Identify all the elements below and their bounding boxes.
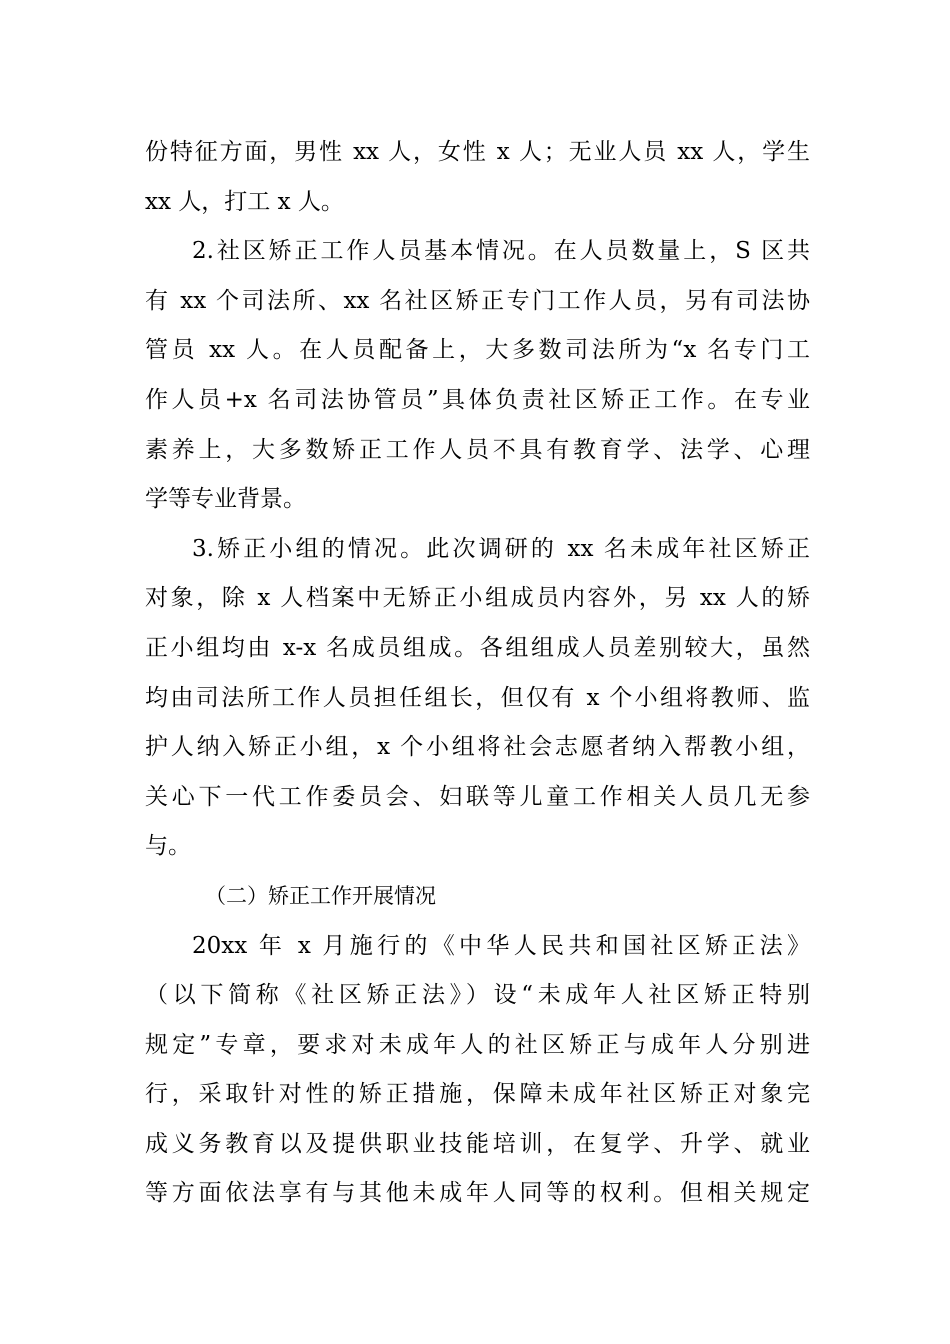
text-line: 均由司法所工作人员担任组长，但仅有 x 个小组将教师、监: [145, 684, 810, 711]
text-line: 关心下一代工作委员会、妇联等儿童工作相关人员几无参: [145, 783, 810, 810]
text-line: 份特征方面，男性 xx 人，女性 x 人；无业人员 xx 人，学生: [145, 139, 810, 165]
text-line: xx 人，打工 x 人。: [145, 188, 344, 215]
text-line: （以下简称《社区矫正法》）设“未成年人社区矫正特别: [145, 982, 810, 1009]
text-line: 有 xx 个司法所、xx 名社区矫正专门工作人员，另有司法协: [145, 287, 810, 314]
paragraph-start-line: 2.社区矫正工作人员基本情况。在人员数量上，S 区共: [192, 238, 810, 265]
document-body: [145, 128, 810, 1219]
text-line: 对象，除 x 人档案中无矫正小组成员内容外，另 xx 人的矫: [145, 585, 810, 612]
paragraph-start-line: 3.矫正小组的情况。此次调研的 xx 名未成年社区矫正: [192, 535, 810, 562]
text-line: 成义务教育以及提供职业技能培训，在复学、升学、就业: [145, 1130, 810, 1157]
text-line: 规定”专章，要求对未成年人的社区矫正与成年人分别进: [145, 1031, 810, 1058]
text-line: 与。: [145, 833, 191, 860]
text-line: 管员 xx 人。在人员配备上，大多数司法所为“x 名专门工: [145, 337, 810, 364]
paragraph-start-line: 20xx 年 x 月施行的《中华人民共和国社区矫正法》: [192, 932, 810, 959]
text-line: 等方面依法享有与其他未成年人同等的权利。但相关规定: [145, 1180, 810, 1207]
text-line: 素养上，大多数矫正工作人员不具有教育学、法学、心理: [145, 436, 810, 463]
text-line: 学等专业背景。: [145, 486, 306, 513]
text-line: 行，采取针对性的矫正措施，保障未成年社区矫正对象完: [145, 1081, 810, 1108]
text-line: 正小组均由 x-x 名成员组成。各组组成人员差别较大，虽然: [145, 634, 810, 661]
section-heading: （二）矫正工作开展情况: [205, 883, 436, 908]
text-line: 护人纳入矫正小组，x 个小组将社会志愿者纳入帮教小组，: [145, 734, 810, 761]
text-line: 作人员+x 名司法协管员”具体负责社区矫正工作。在专业: [145, 386, 810, 413]
